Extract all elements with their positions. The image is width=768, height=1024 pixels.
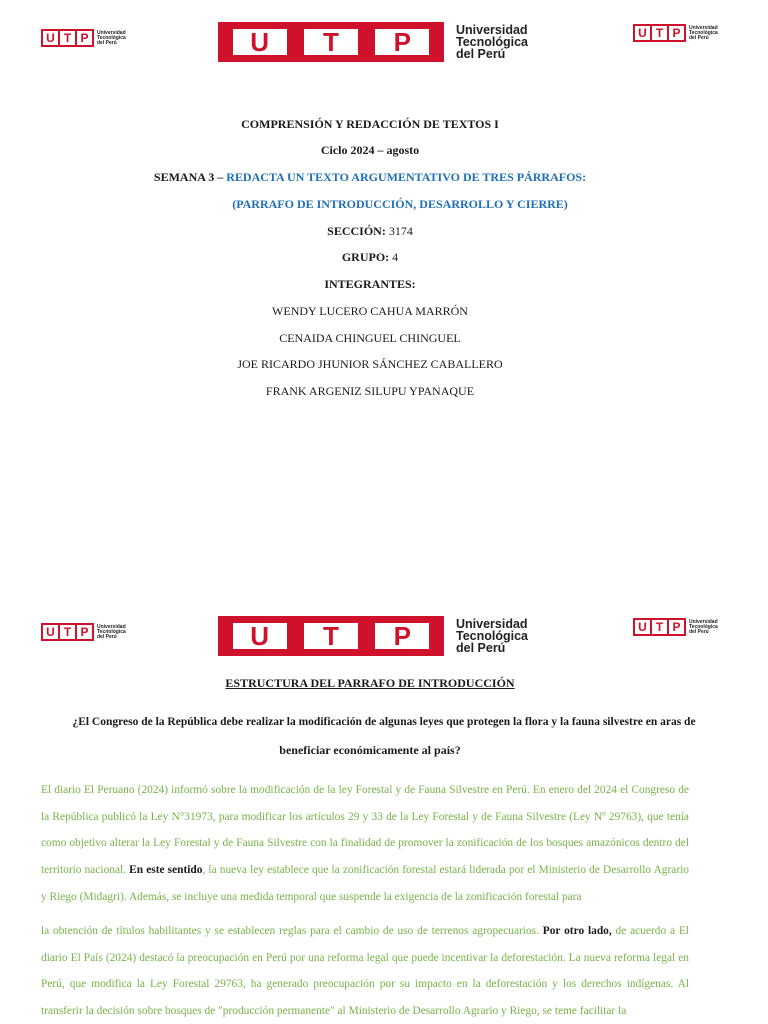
members-label: INTEGRANTES:	[324, 277, 416, 291]
member-name: FRANK ARGENIZ SILUPU YPANAQUE	[265, 384, 475, 398]
paragraph-text: de acuerdo a El diario El País (2024) destacó la preocupación en Perú por una reforma legal que puede incentivar la deforestación. La nueva reforma legal en Perú, que modifica la Ley Forestal 29763, ha generado preocupación por su impacto en la deforestación y los derechos indígenas. Al transferir la decisión sobre bosques de "producción permanente" al Ministerio de Desarrollo Agrario y Riego, se teme facilitar la	[41, 925, 689, 1018]
utp-logo-center: U T P Universidad Tecnológica del Perú	[218, 616, 566, 656]
section-heading: ESTRUCTURA DEL PARRAFO DE INTRODUCCIÓN	[225, 676, 515, 690]
paragraph-text: , la nueva ley establece que la zonificación forestal estará liderada por el Ministerio de Desarrollo Agrario y Riego (Midagri). Además, se incluye una medida temporal que suspende la exigencia de la zonificación forestal para	[41, 864, 689, 903]
utp-logo-left: U T P Universidad Tecnológica del Perú	[41, 29, 131, 47]
paragraph-text: El diario El Peruano (2024) informó sobre la modificación de la ley Forestal y de Fauna Silvestre en Perú. En enero del 2024 el Congreso de la República publicó la Ley N°31973, para modificar los artículos 29 y 33 de la Ley Forestal y de Fauna Silvestre (Ley Nº 29763), que tenía como objetivo alterar la Ley Forestal y de Fauna Silvestre con la finalidad de promover la zonificación de los bosques amazónicos dentro del territorio nacional.	[41, 784, 689, 877]
utp-logo-left: U T P Universidad Tecnológica del Perú	[41, 623, 131, 641]
group-value: 4	[392, 250, 399, 264]
week-prefix: SEMANA 3 –	[153, 170, 224, 184]
section-line	[0, 224, 740, 239]
member-name: JOE RICARDO JHUNIOR SÁNCHEZ CABALLERO	[237, 357, 503, 371]
connector-text: Por otro lado,	[542, 925, 612, 937]
utp-logo-right: U T P Universidad Tecnológica del Perú	[633, 618, 723, 636]
week-line	[0, 170, 740, 185]
week-subtitle: (PARRAFO DE INTRODUCCIÓN, DESARROLLO Y CIERRE)	[232, 197, 568, 211]
member-name: WENDY LUCERO CAHUA MARRÓN	[272, 304, 468, 318]
connector-text: En este sentido	[129, 864, 203, 877]
week-subtitle-line	[30, 197, 768, 212]
intro-paragraph-1	[41, 777, 689, 912]
week-title: REDACTA UN TEXTO ARGUMENTATIVO DE TRES PÁRRAFOS:	[226, 170, 587, 184]
course-title: COMPRENSIÓN Y REDACCIÓN DE TEXTOS I	[241, 117, 499, 131]
question-line-1: ¿El Congreso de la República debe realizar la modificación de algunas leyes que protegen la flora y la fauna silvestre en aras de	[72, 716, 696, 728]
section-label: SECCIÓN:	[327, 224, 386, 238]
group-line	[0, 250, 740, 265]
paragraph-text: la obtención de títulos habilitantes y se establecen reglas para el cambio de uso de terrenos agropecuarios.	[41, 925, 539, 937]
member-name: CENAIDA CHINGUEL CHINGUEL	[279, 331, 461, 345]
section-value: 3174	[388, 224, 413, 238]
intro-paragraph-2	[41, 918, 689, 1024]
question-line-2: beneficiar económicamente al país?	[279, 743, 461, 757]
cycle: Ciclo 2024 – agosto	[320, 143, 420, 157]
group-label: GRUPO:	[341, 250, 390, 264]
utp-logo-right: U T P Universidad Tecnológica del Perú	[633, 24, 723, 42]
utp-logo-center: U T P Universidad Tecnológica del Perú	[218, 22, 566, 62]
